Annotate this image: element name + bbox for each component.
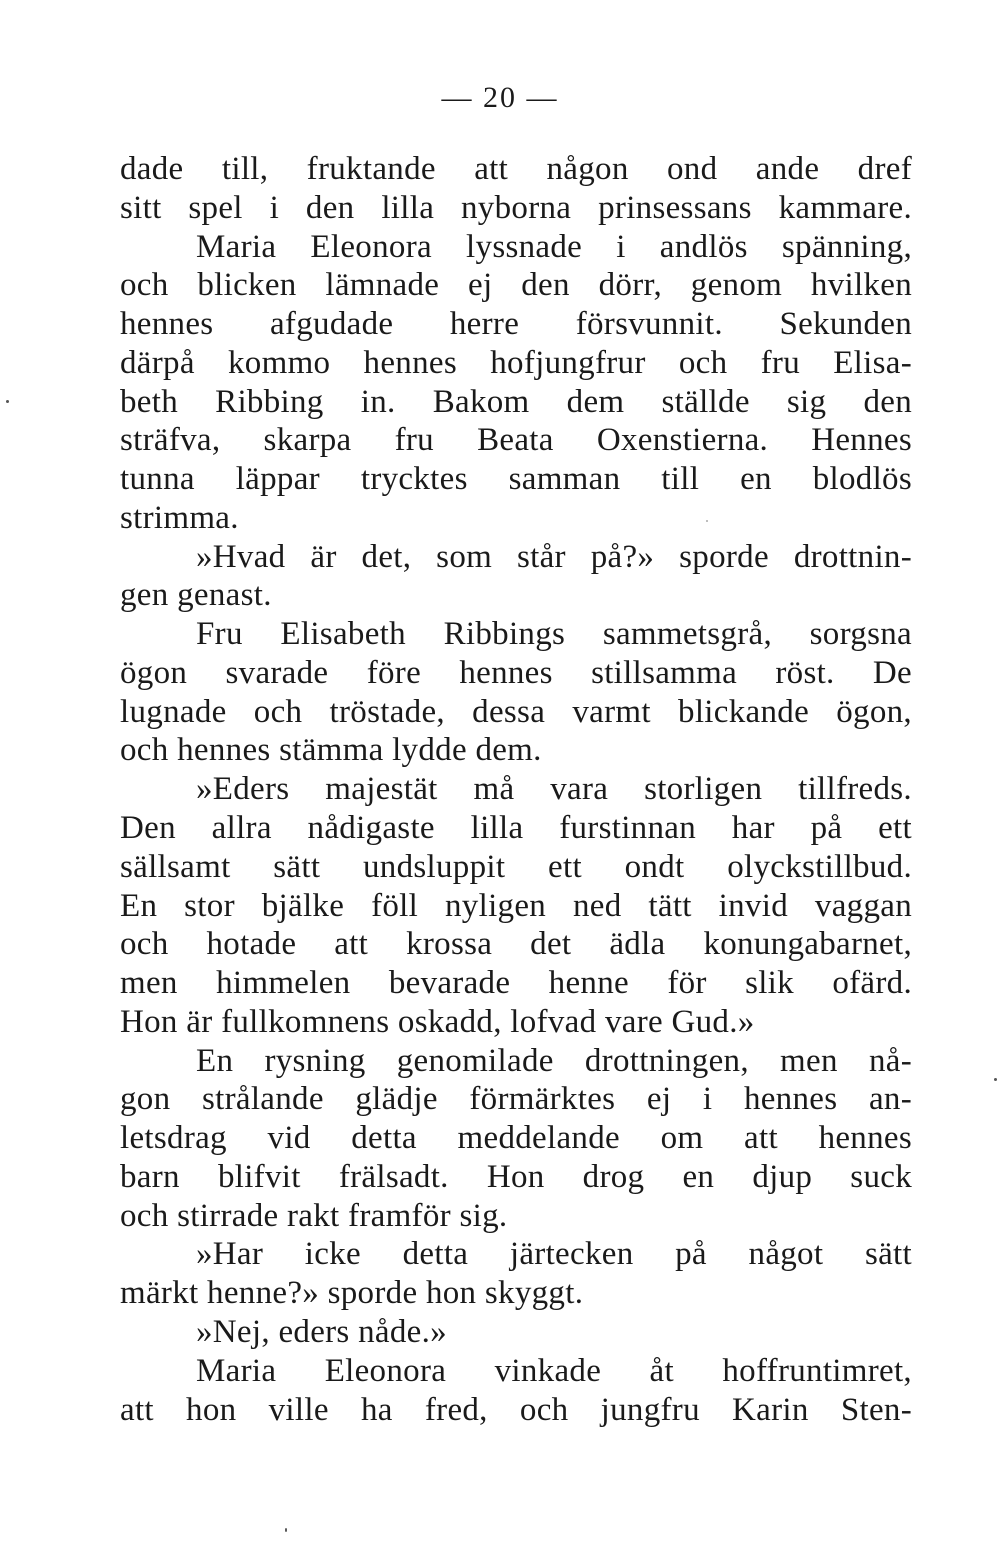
body-text (120, 150, 912, 1429)
scan-speck (285, 1528, 287, 1532)
page-number: — 20 — (441, 81, 559, 114)
text-line: och hotade att krossa det ädla konungabarnet, (120, 926, 912, 963)
text-line: hennes afgudade herre försvunnit. Sekunden (120, 306, 912, 343)
text-line: ögon svarade före hennes stillsamma röst. De (120, 654, 912, 691)
text-line: och hennes stämma lydde dem. (120, 732, 542, 769)
text-line: dade till, fruktande att någon ond ande dref (120, 151, 912, 187)
text-line: »Hvad är det, som står på?» sporde drottnin- (196, 538, 912, 575)
text-line: barn blifvit frälsadt. Hon drog en djup suck (120, 1158, 912, 1195)
text-line: En rysning genomilade drottningen, men nå- (196, 1042, 912, 1079)
text-line: letsdrag vid detta meddelande om att hennes (120, 1120, 912, 1157)
scan-speck (6, 400, 9, 403)
text-line: Den allra nådigaste lilla furstinnan har på ett (120, 810, 912, 847)
text-line: strimma. (120, 499, 239, 536)
text-line: sträfva, skarpa fru Beata Oxenstierna. Hennes (120, 422, 912, 459)
text-line: sällsamt sätt undsluppit ett ondt olyckstillbud. (120, 848, 912, 885)
text-line: sitt spel i den lilla nyborna prinsessans kammare. (120, 189, 912, 226)
text-line: därpå kommo hennes hofjungfrur och fru Elisa- (120, 344, 912, 381)
text-line: gen genast. (120, 577, 272, 614)
text-line: lugnade och tröstade, dessa varmt blickande ögon, (120, 693, 912, 730)
text-line: beth Ribbing in. Bakom dem ställde sig den (120, 383, 912, 420)
text-line: att hon ville ha fred, och jungfru Karin Sten- (120, 1391, 912, 1428)
text-line: Maria Eleonora lyssnade i andlös spänning, (196, 228, 912, 265)
text-line: Hon är fullkomnens oskadd, lofvad vare Gud.» (120, 1003, 755, 1040)
text-line: Fru Elisabeth Ribbings sammetsgrå, sorgsna (196, 616, 912, 653)
text-line: »Nej, eders nåde.» (196, 1313, 447, 1350)
text-line: märkt henne?» sporde hon skyggt. (120, 1275, 584, 1312)
text-line: »Eders majestät må vara storligen tillfreds. (196, 771, 912, 808)
text-line: och stirrade rakt framför sig. (120, 1197, 508, 1234)
text-line: men himmelen bevarade henne för slik ofärd. (120, 965, 912, 1002)
text-line: gon strålande glädje förmärktes ej i hennes an- (120, 1081, 912, 1118)
text-line: och blicken lämnade ej den dörr, genom hvilken (120, 267, 912, 304)
text-line: »Har icke detta järtecken på något sätt (196, 1236, 912, 1273)
text-line: En stor bjälke föll nyligen ned tätt invid vaggan (120, 887, 912, 924)
scan-speck (994, 1078, 997, 1081)
scan-speck (706, 520, 708, 522)
text-line: Maria Eleonora vinkade åt hoffruntimret, (196, 1352, 912, 1389)
text-line: tunna läppar trycktes samman till en blodlös (120, 461, 912, 498)
